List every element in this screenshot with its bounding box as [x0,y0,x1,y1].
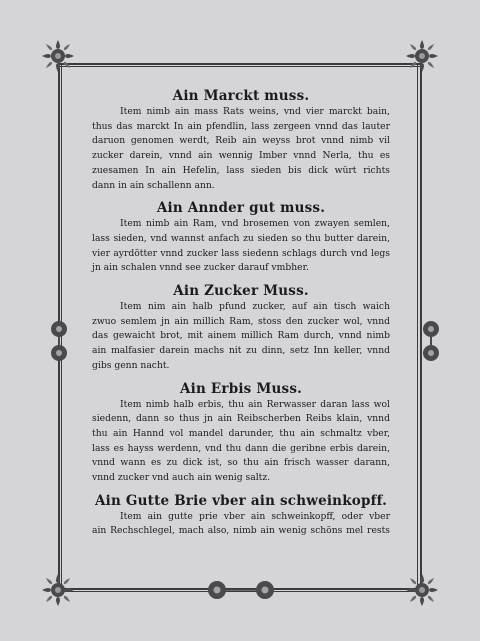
text-line: vnnd wann es zu dick ist, so thu ain frisch wasser darann, [92,457,390,469]
recipe-heading: Ain Zucker Muss. [173,283,309,300]
recipe-paragraph [92,300,390,374]
recipe-paragraph [92,398,390,486]
text-line: jn ain schalen vnnd see zucker darauf vmbher. [92,262,309,274]
text-line: thus das marckt In ain pfendlin, lass zergeen vnnd das lauter [92,120,390,132]
text-line: lass es hayss werdenn, vnd thu dann die geribne erbis darein, [92,442,390,454]
recipe-section [92,282,390,374]
side-flower-ornament-icon [416,318,446,364]
text-line: Item nimb ain mass Rats weins, vnd vier marckt bain, [120,106,390,117]
recipe-paragraph [92,510,390,539]
text-line: Item nimb halb erbis, thu ain Rerwasser daran lass wol [120,398,390,410]
text-line: dann in ain schallenn ann. [92,179,215,191]
border-top [58,63,422,65]
text-line: das gewaicht brot, mit ainem millich Ram durch, vnnd nimb [92,330,390,342]
side-flower-ornament-icon [44,318,74,364]
text-line: Item ain gutte prie vber ain schweinkopff, oder vber [120,510,390,522]
text-line: ain malfasier darein machs nit zu dinn, setz Inn keller, vnnd [92,345,390,357]
border-top-inner [58,66,422,67]
text-line: thu ain Hannd vol mandel darunder, thu ain schmaltz vber, [92,427,390,439]
text-line: zucker darein, vnnd ain wennig Imber vnnd Nerla, thu es [92,150,390,162]
text-line: daruon genomen werdt, Reib ain weyss brot vnnd nimb vil [92,135,390,147]
text-line: ain Rechschlegel, mach also, nimb ain wenig schöns mel rests [92,525,390,537]
corner-flower-ornament-icon [404,38,440,74]
recipe-section [92,199,390,276]
recipe-paragraph [92,105,390,193]
bottom-flower-ornament-icon [205,578,277,602]
recipe-heading: Ain Marckt muss. [172,88,310,104]
text-line: zuesamen In ain Hefelin, lass sieden bis dick würt richts [92,164,390,176]
recipe-heading: Ain Erbis Muss. [179,380,303,397]
text-line: vier ayrdötter vnnd zucker lass siedenn schlags durch vnd legs [92,247,390,259]
corner-flower-ornament-icon [40,572,76,608]
recipe-text-block [92,87,390,545]
recipe-heading: Ain Annder gut muss. [156,200,326,217]
text-line: gibs genn nacht. [92,359,170,371]
text-line: zwuo semlem jn ain millich Ram, stoss den zucker wol, vnnd [92,315,390,327]
text-line: siedenn, dann so thus jn ain Reibscherben Reibs klain, vnnd [92,413,390,425]
recipe-section [92,492,390,539]
text-line: Item nim ain halb pfund zucker, auf ain tisch waich [120,301,390,313]
text-line: Item nimb ain Ram, vnd brosemen von zwayen semlen, [120,218,390,230]
corner-flower-ornament-icon [40,38,76,74]
recipe-section [92,87,390,193]
corner-flower-ornament-icon [404,572,440,608]
text-line: vnnd zucker vnd auch ain wenig saltz. [92,472,271,484]
recipe-section [92,380,390,486]
recipe-paragraph [92,217,390,276]
text-line: lass sieden, vnd wannst anfach zu sieden so thu butter darein, [92,232,390,244]
recipe-heading: Ain Gutte Brie vber ain schweinkopff. [94,492,388,509]
